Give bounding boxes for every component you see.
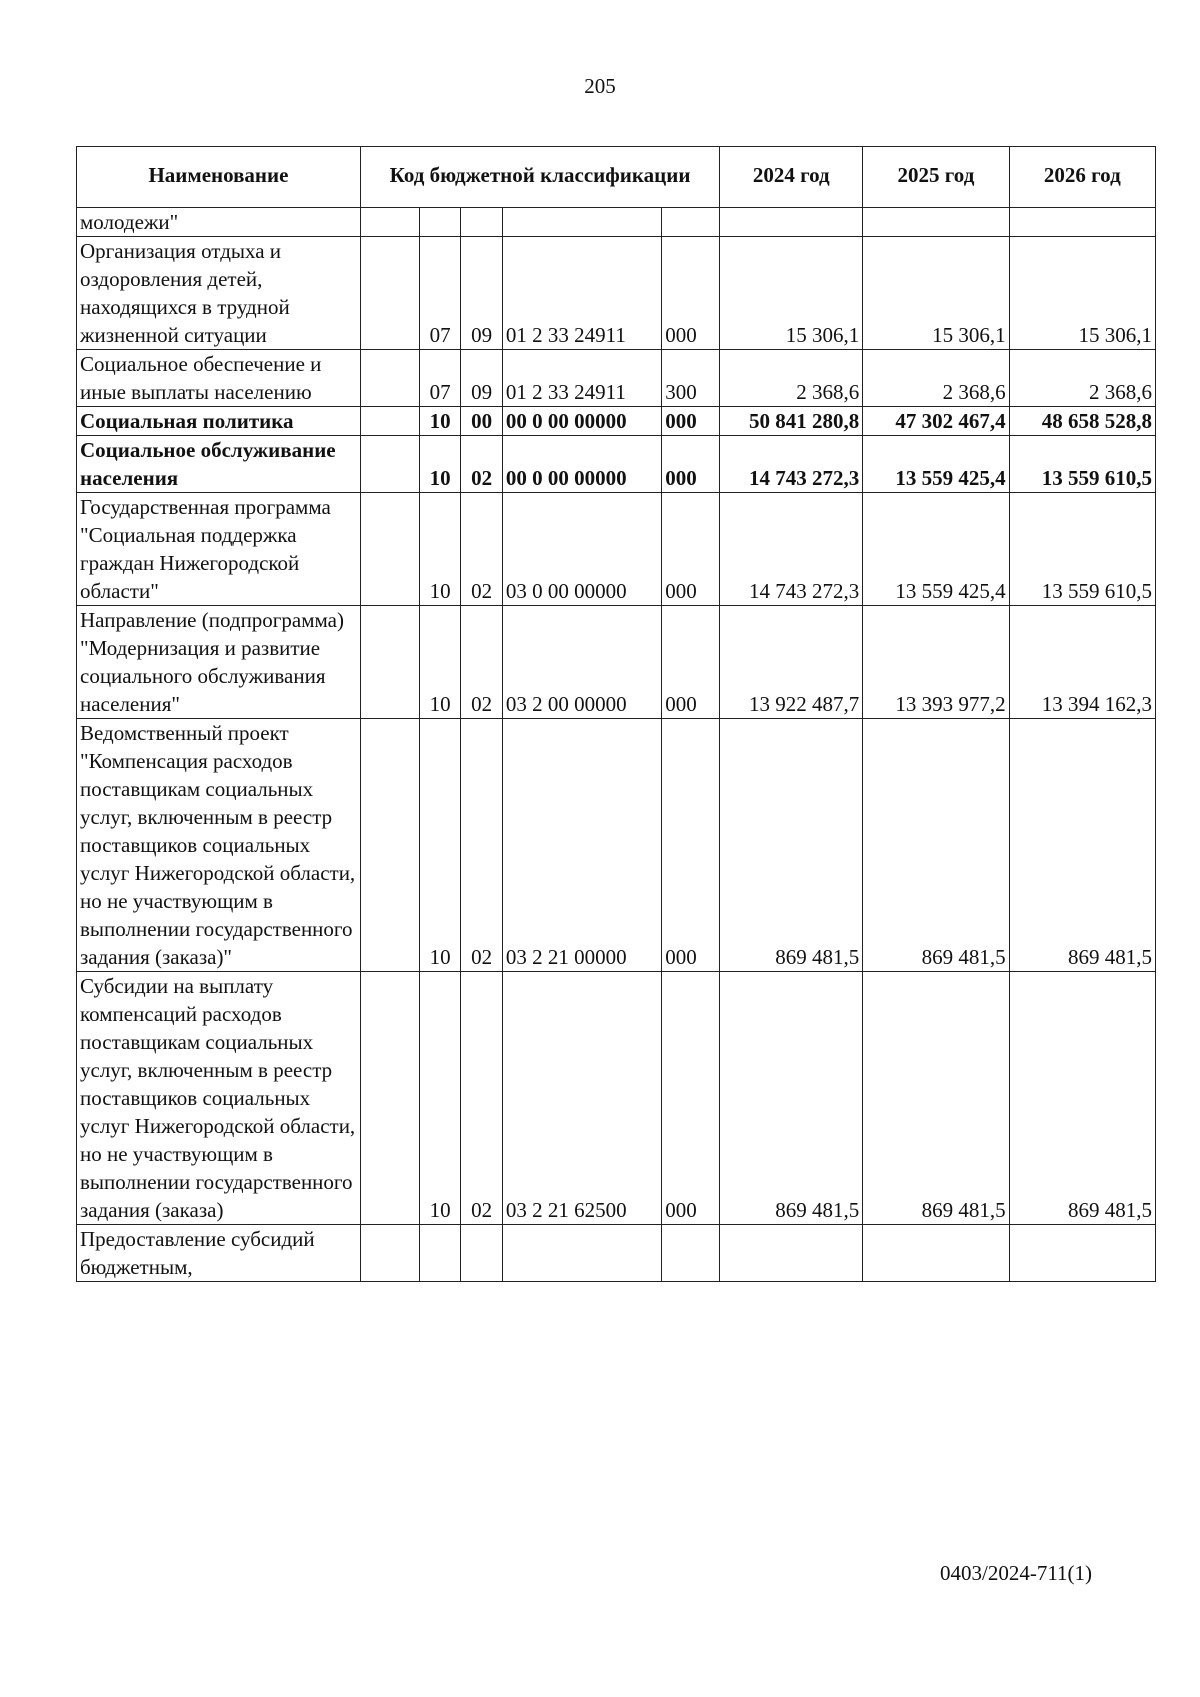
row-vr: 000 <box>662 436 720 493</box>
row-name: Ведомственный проект "Компенсация расходов поставщикам социальных услуг, включенным в реестр поставщиков социальных услуг Нижегородской области, но не участвующим в выполнении государственного задания (заказа)" <box>77 719 361 972</box>
row-2026: 48 658 528,8 <box>1009 407 1155 436</box>
row-name: Социальное обслуживание населения <box>77 436 361 493</box>
header-code: Код бюджетной классификации <box>360 147 719 208</box>
row-2026: 13 559 610,5 <box>1009 436 1155 493</box>
row-name: Предоставление субсидий бюджетным, <box>77 1225 361 1282</box>
row-rz: 10 <box>419 719 460 972</box>
table-row <box>77 350 1156 407</box>
row-rz: 07 <box>419 237 460 350</box>
row-rz: 10 <box>419 606 460 719</box>
row-2025: 13 559 425,4 <box>863 493 1009 606</box>
row-2025: 869 481,5 <box>863 972 1009 1225</box>
row-2025: 15 306,1 <box>863 237 1009 350</box>
row-2026 <box>1009 1225 1155 1282</box>
row-2025 <box>863 1225 1009 1282</box>
row-vr <box>662 1225 720 1282</box>
header-2024: 2024 год <box>720 147 863 208</box>
table-row <box>77 1225 1156 1282</box>
row-2026: 869 481,5 <box>1009 719 1155 972</box>
row-2024: 869 481,5 <box>720 719 863 972</box>
row-csr: 00 0 00 00000 <box>502 436 661 493</box>
row-vr: 000 <box>662 493 720 606</box>
table-row <box>77 407 1156 436</box>
row-pr: 09 <box>461 350 502 407</box>
row-pr: 02 <box>461 606 502 719</box>
row-pr: 00 <box>461 407 502 436</box>
document-code: 0403/2024-711(1) <box>940 1561 1093 1585</box>
row-name: Государственная программа "Социальная поддержка граждан Нижегородской области" <box>77 493 361 606</box>
row-name: Социальное обеспечение и иные выплаты населению <box>77 350 361 407</box>
row-2025: 47 302 467,4 <box>863 407 1009 436</box>
row-pr: 02 <box>461 972 502 1225</box>
row-rz <box>419 208 460 237</box>
row-name: Социальная политика <box>77 407 361 436</box>
row-vr: 300 <box>662 350 720 407</box>
header-2025: 2025 год <box>863 147 1009 208</box>
row-csr: 03 2 21 00000 <box>502 719 661 972</box>
table-row <box>77 719 1156 972</box>
row-2026 <box>1009 208 1155 237</box>
row-pr: 02 <box>461 719 502 972</box>
row-2024: 14 743 272,3 <box>720 436 863 493</box>
row-name: молодежи" <box>77 208 361 237</box>
row-vr: 000 <box>662 407 720 436</box>
row-csr: 03 2 21 62500 <box>502 972 661 1225</box>
row-vr <box>662 208 720 237</box>
row-2025: 2 368,6 <box>863 350 1009 407</box>
row-2024: 14 743 272,3 <box>720 493 863 606</box>
table-row <box>77 436 1156 493</box>
table-row <box>77 972 1156 1225</box>
row-2025: 869 481,5 <box>863 719 1009 972</box>
table-row <box>77 237 1156 350</box>
row-vr: 000 <box>662 972 720 1225</box>
row-pr: 02 <box>461 493 502 606</box>
row-name: Направление (подпрограмма) "Модернизация и развитие социального обслуживания населения" <box>77 606 361 719</box>
row-csr: 03 0 00 00000 <box>502 493 661 606</box>
table-row <box>77 606 1156 719</box>
row-2026: 13 559 610,5 <box>1009 493 1155 606</box>
row-pr: 02 <box>461 436 502 493</box>
row-vr: 000 <box>662 719 720 972</box>
row-vr: 000 <box>662 237 720 350</box>
row-pr <box>461 1225 502 1282</box>
row-2026: 869 481,5 <box>1009 972 1155 1225</box>
row-csr: 03 2 00 00000 <box>502 606 661 719</box>
row-2024: 15 306,1 <box>720 237 863 350</box>
row-name: Субсидии на выплату компенсаций расходов поставщикам социальных услуг, включенным в реестр поставщиков социальных услуг Нижегородской области, но не участвующим в выполнении государственного задания (заказа) <box>77 972 361 1225</box>
row-rz: 10 <box>419 493 460 606</box>
row-name: Организация отдыха и оздоровления детей, находящихся в трудной жизненной ситуации <box>77 237 361 350</box>
row-csr: 01 2 33 24911 <box>502 237 661 350</box>
row-2026: 2 368,6 <box>1009 350 1155 407</box>
row-rz: 10 <box>419 407 460 436</box>
budget-table <box>76 146 1156 1282</box>
table-header-row <box>77 147 1156 208</box>
row-2024: 2 368,6 <box>720 350 863 407</box>
table-row <box>77 493 1156 606</box>
row-2024: 13 922 487,7 <box>720 606 863 719</box>
row-2025: 13 559 425,4 <box>863 436 1009 493</box>
header-name: Наименование <box>77 147 361 208</box>
row-pr <box>461 208 502 237</box>
row-pr: 09 <box>461 237 502 350</box>
row-rz: 07 <box>419 350 460 407</box>
table-row <box>77 208 1156 237</box>
row-2024: 50 841 280,8 <box>720 407 863 436</box>
row-vr: 000 <box>662 606 720 719</box>
row-csr <box>502 1225 661 1282</box>
row-rz: 10 <box>419 972 460 1225</box>
row-2024 <box>720 1225 863 1282</box>
row-2025: 13 393 977,2 <box>863 606 1009 719</box>
row-rz: 10 <box>419 436 460 493</box>
row-2026: 13 394 162,3 <box>1009 606 1155 719</box>
row-2025 <box>863 208 1009 237</box>
row-csr: 00 0 00 00000 <box>502 407 661 436</box>
row-csr: 01 2 33 24911 <box>502 350 661 407</box>
row-2024 <box>720 208 863 237</box>
page-number: 205 <box>584 74 616 98</box>
row-2024: 869 481,5 <box>720 972 863 1225</box>
row-csr <box>502 208 661 237</box>
header-2026: 2026 год <box>1009 147 1155 208</box>
row-2026: 15 306,1 <box>1009 237 1155 350</box>
row-rz <box>419 1225 460 1282</box>
